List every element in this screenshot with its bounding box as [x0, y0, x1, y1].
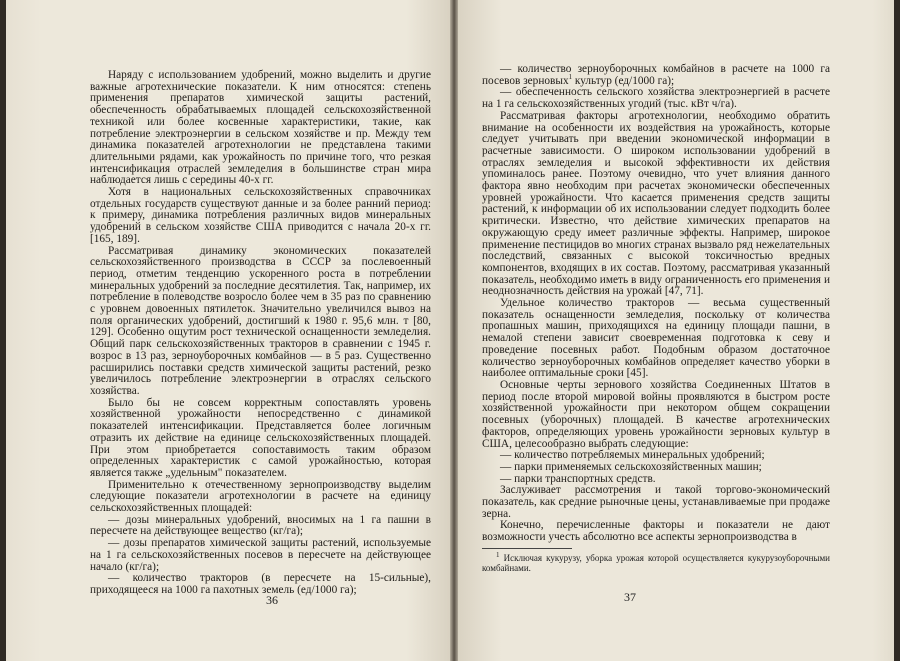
paragraph: Применительно к отечественному зернопроизводству выделим следующие показатели агротехнологии в расчете на единицу сельскохозяйственных площадей: [90, 478, 431, 515]
page-number: 36 [266, 593, 278, 607]
list-item: — дозы минеральных удобрений, вносимых на 1 га пашни в пересчете на действующее вещество (кг/га); [90, 513, 431, 538]
book-edge-right [894, 0, 900, 661]
paragraph: Рассматривая динамику экономических показателей сельскохозяйственного производства в СССР за послевоенный период, отметим тенденцию ускоренного роста в потреблении минеральных удобрений за последние десятилетия. Так, например, их потребление в полеводстве возросло более чем в 35 раз по сравнению с уровнем довоенных пятилеток. Значительно увеличился вывоз на поля органических удобрений, достигший к 1980 г. 95,6 млн. т [80, 129]. Особенно ощутим рост технической оснащенности земледелия. Общий парк сельскохозяйственных тракторов в сравнении с 1945 г. возрос в 13 раз, зерноуборочных комбайнов — в 5 раз. Существенно расширились поставки средств химической защиты растений, резко увеличилось потребление электроэнергии в отраслях сельского хозяйства. [90, 244, 431, 397]
list-item: — парки применяемых сельскохозяйственных машин; [500, 460, 762, 473]
list-item-text: — количество зерноуборочных комбайнов в расчете на 1000 га посевов зерновых [482, 63, 830, 87]
paragraph: Хотя в национальных сельскохозяйственных справочниках отдельных государств существуют данные и за более ранний период: к примеру, динамика потребления различных видов минеральных удобрений в сельском хозяйстве США приводится с начала 20-х гг. [165, 189]. [90, 186, 431, 245]
page-number: 37 [624, 590, 636, 604]
list-item: — парки транспортных средств. [500, 472, 656, 485]
footnote-marker: 1 [568, 72, 573, 81]
list-item: — количество тракторов (в пересчете на 15-сильные), приходящееся на 1000 га пахотных земель (ед/1000 га); [90, 572, 431, 596]
paragraph: Заслуживает рассмотрения и такой торгово-экономический показатель, как средние рыночные цены, устанавливаемые при продаже зерна. [482, 484, 830, 520]
left-page-text [90, 70, 431, 597]
footnote-marker: 1 [496, 551, 500, 559]
paragraph: Наряду с использованием удобрений, можно выделить и другие важные агротехнические показатели. К ним относятся: степень применения препаратов химической защиты растений, обеспеченность обрабатываемых площадей сельскохозяйственной техникой или более косвенные характеристики, такие, как потребление электроэнергии в сельском хозяйстве и пр. Между тем динамика показателей агротехнологии не представлена такими длительными рядами, как урожайность по причине того, что резкая интенсификация отраслей земледелия в большинстве стран мира наблюдается лишь с середины 40-х гг. [90, 69, 431, 187]
left-page [6, 0, 451, 661]
right-page-text [482, 64, 830, 544]
right-page [458, 0, 894, 661]
footnote-divider [482, 548, 572, 549]
paragraph: Было бы не совсем корректным сопоставлять уровень хозяйственной урожайности непосредственно с динамикой показателей интенсификации. Представляется более логичным отразить их действие на единице сельскохозяйственных площадей. При этом приобретается сопоставимость таким образом определенных характеристик с самой урожайностью, которая является также „удельным" показателем. [90, 396, 431, 479]
paragraph: Конечно, перечисленные факторы и показатели не дают возможности учесть абсолютно все аспекты зернопроизводства в [482, 519, 830, 544]
footnote-text: Исключая кукурузу, уборка урожая которой осуществляется кукурузоуборочными комбайнами. [482, 553, 830, 573]
list-item: — количество потребляемых минеральных удобрений; [500, 449, 765, 462]
paragraph: Рассматривая факторы агротехнологии, необходимо обратить внимание на особенности их воздействия на урожайность, которые следует учитывать при введении экономической информации в расчетные зависимости. О широком использовании удобрений в отраслях земледелия и высокой эффективности их действия упоминалось ранее. Поэтому очевидно, что учет влияния данного фактора явно необходим при расчетах экономически обеспеченных уровней урожайности. Что касается применения средств защиты растений, к информации об их использовании следует подходить более критически. Известно, что действие химических препаратов на окружающую среду имеет различные эффекты. Например, широкое применение пестицидов во многих странах вызвало ряд нежелательных последствий, связанных с высокой токсичностью вредных компонентов, входящих в их состав. Поэтому, рассматривая указанный показатель, необходимо иметь в виду ограниченность его применения и неоднозначность действия на урожай [47, 71]. [482, 109, 830, 298]
paragraph: Удельное количество тракторов — весьма существенный показатель оснащенности земледелия, поскольку от количества пропашных машин, приходящихся на единицу площади пашни, в немалой степени зависит своевременная подготовка к севу и проведение посевных работ. Подобным образом достаточное количество зерноуборочных комбайнов определяет качество уборки в наиболее оптимальные сроки [45]. [482, 297, 830, 380]
footnote [482, 553, 830, 573]
list-item-text: культур (ед/1000 га); [572, 74, 675, 87]
paragraph: Основные черты зернового хозяйства Соединенных Штатов в период после второй мировой войны проявляются в быстром росте хозяйственной урожайности при некотором общем сокращении посевных (уборочных) площадей. В качестве агротехнических факторов, определяющих уровень урожайности зерновых культур в США, целесообразно выбрать следующие: [482, 378, 830, 450]
list-item: — дозы препаратов химической защиты растений, используемые на 1 га сельскохозяйственных посевов в пересчете на действующее начало (кг/га); [90, 537, 431, 573]
list-item [482, 64, 830, 87]
list-item: — обеспеченность сельского хозяйства электроэнергией в расчете на 1 га сельскохозяйственных угодий (тыс. кВт ч/га). [482, 86, 830, 111]
